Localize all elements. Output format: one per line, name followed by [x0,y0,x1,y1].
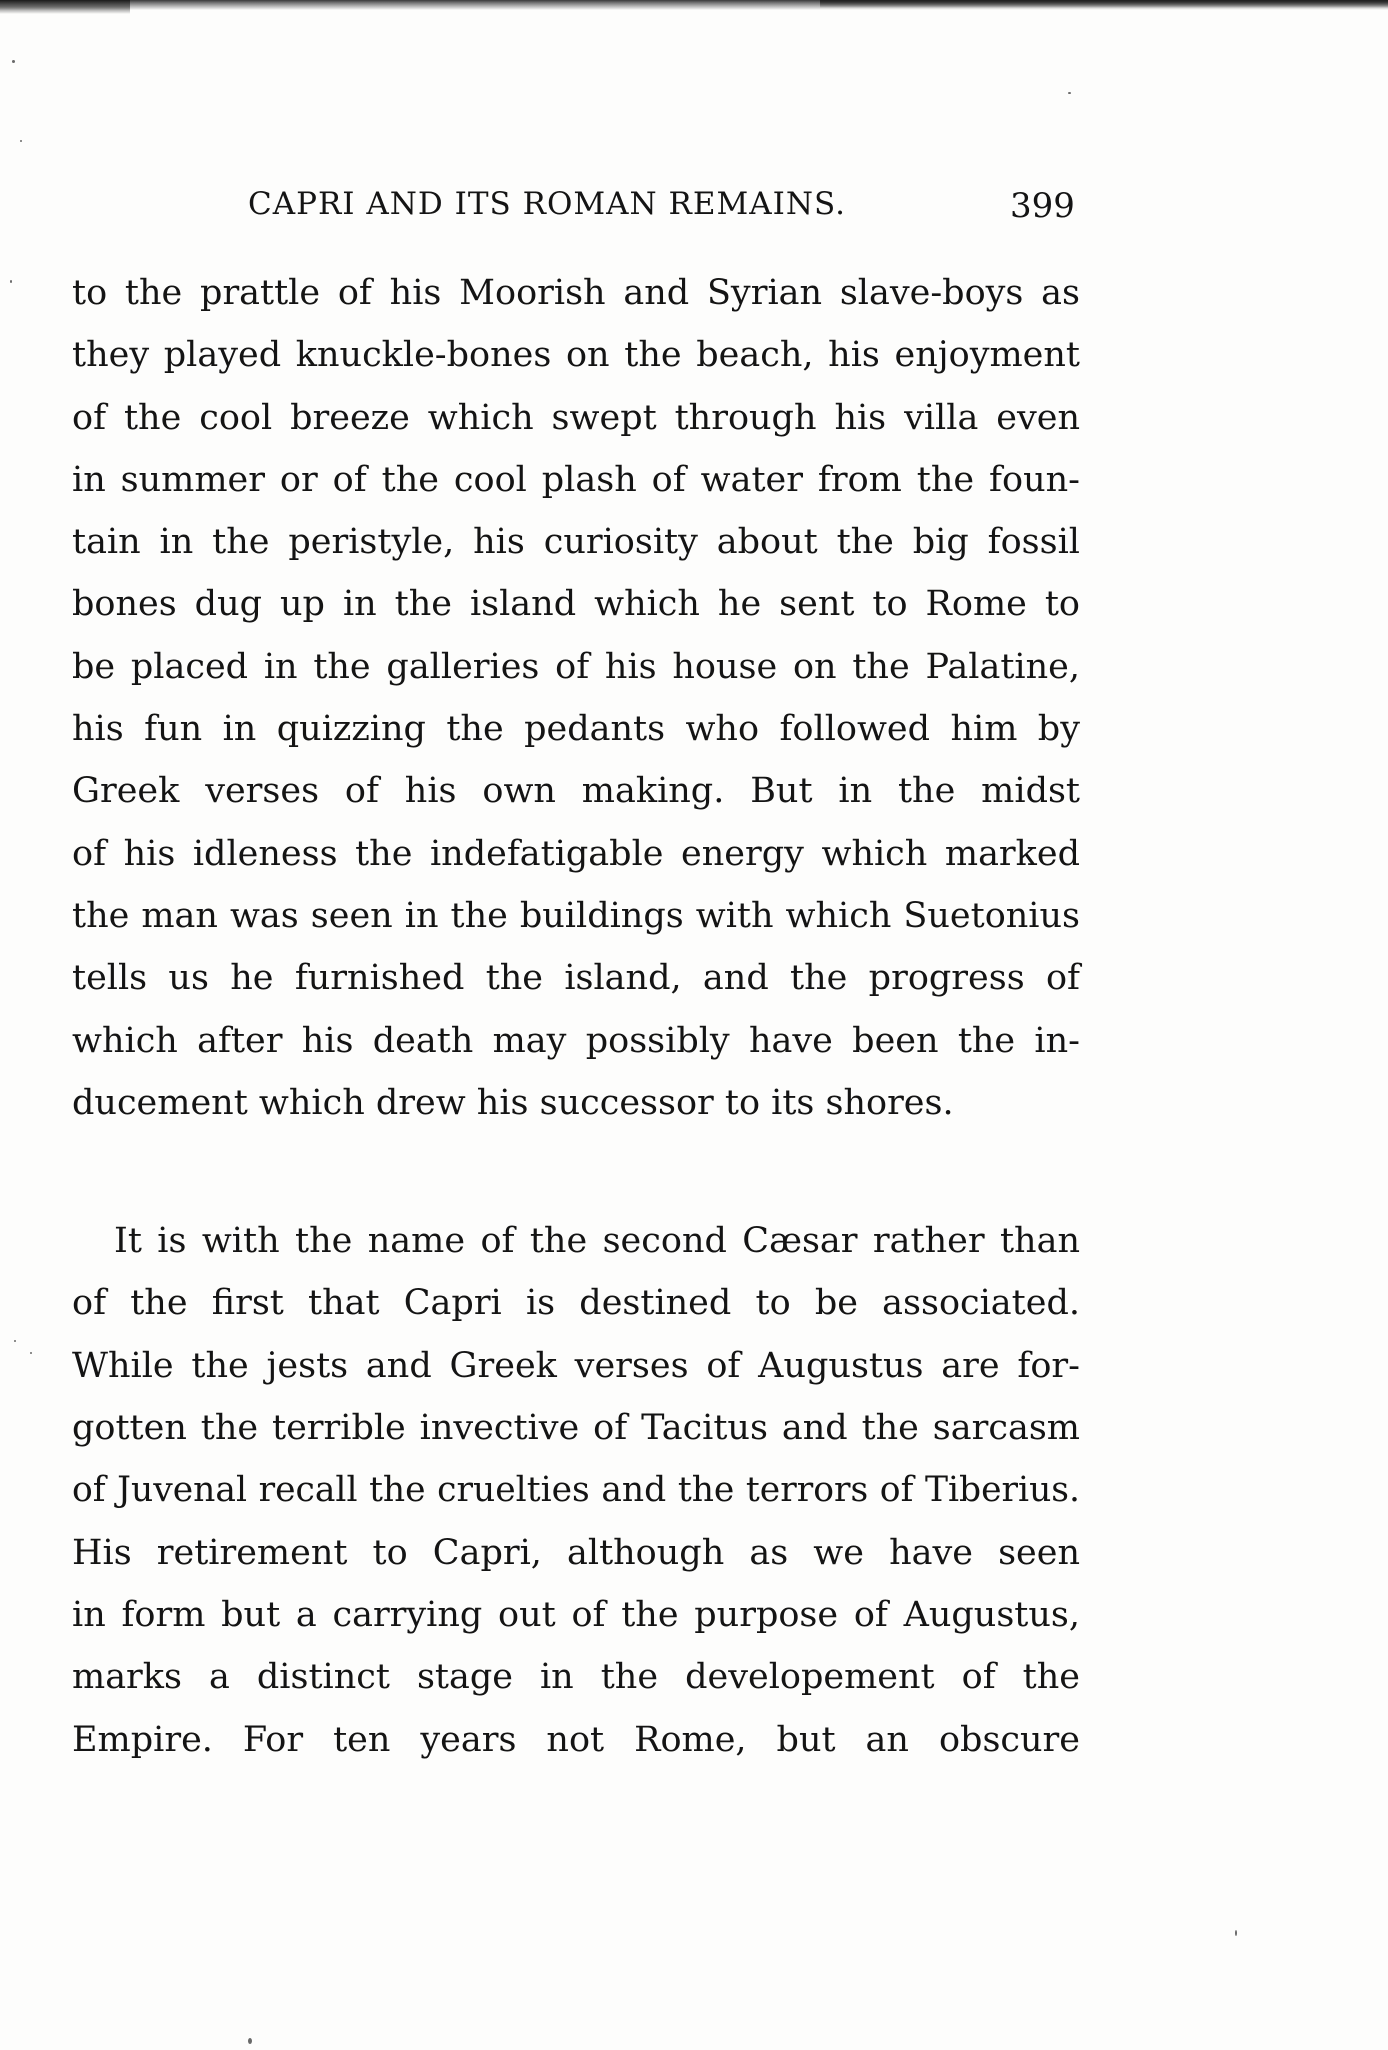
text-line: Empire. For ten years not Rome, but an obscure [72,1719,1080,1760]
text-line: which after his death may possibly have been the in- [72,1020,1080,1061]
scan-speck [1235,1930,1237,1936]
scan-speck [12,60,15,63]
text-line: While the jests and Greek verses of Augustus are for- [72,1345,1080,1386]
text-line: of the first that Capri is destined to be associated. [72,1283,1080,1324]
text-line: bones dug up in the island which he sent to Rome to [72,584,1080,625]
text-line: ducement which drew his successor to its shores. [72,1082,954,1123]
text-line: the man was seen in the buildings with which Suetonius [72,895,1080,936]
text-line: they played knuckle-bones on the beach, his enjoyment [72,335,1080,376]
scan-speck [248,2038,252,2044]
text-line: to the prattle of his Moorish and Syrian slave-boys as [72,273,1080,313]
body-text [72,262,1080,1771]
text-line: be placed in the galleries of his house on the Palatine, [72,646,1080,687]
text-line: his fun in quizzing the pedants who followed him by [72,709,1080,750]
scan-speck [1068,92,1071,94]
paragraph [72,1210,1080,1771]
scan-speck [10,280,12,283]
scan-border-top-left [0,0,130,14]
text-line: tells us he furnished the island, and the progress of [72,958,1080,999]
text-line: of his idleness the indefatigable energy which marked [72,833,1080,874]
page-number: 399 [1010,186,1075,226]
scan-border-top-right [820,0,1388,8]
running-title: CAPRI AND ITS ROMAN REMAINS. [248,186,846,222]
scan-speck [30,1352,32,1354]
running-head [78,186,1078,236]
scan-speck [14,1340,16,1342]
text-line: tain in the peristyle, his curiosity about the big fossil [72,522,1080,563]
text-line: gotten the terrible invective of Tacitus and the sarcasm [72,1408,1080,1449]
paragraph [72,262,1080,1134]
text-line: His retirement to Capri, although as we have seen [72,1532,1080,1573]
text-line: in summer or of the cool plash of water from the foun- [72,459,1080,500]
text-line: of the cool breeze which swept through his villa even [72,397,1080,438]
text-line: of Juvenal recall the cruelties and the terrors of Tiberius. [72,1470,1080,1511]
text-line: in form but a carrying out of the purpose of Augustus, [72,1594,1080,1635]
text-line: It is with the name of the second Cæsar rather than [114,1221,1080,1262]
scan-speck [20,140,22,142]
text-line: marks a distinct stage in the developement of the [72,1657,1080,1698]
text-line: Greek verses of his own making. But in the midst [72,771,1080,812]
